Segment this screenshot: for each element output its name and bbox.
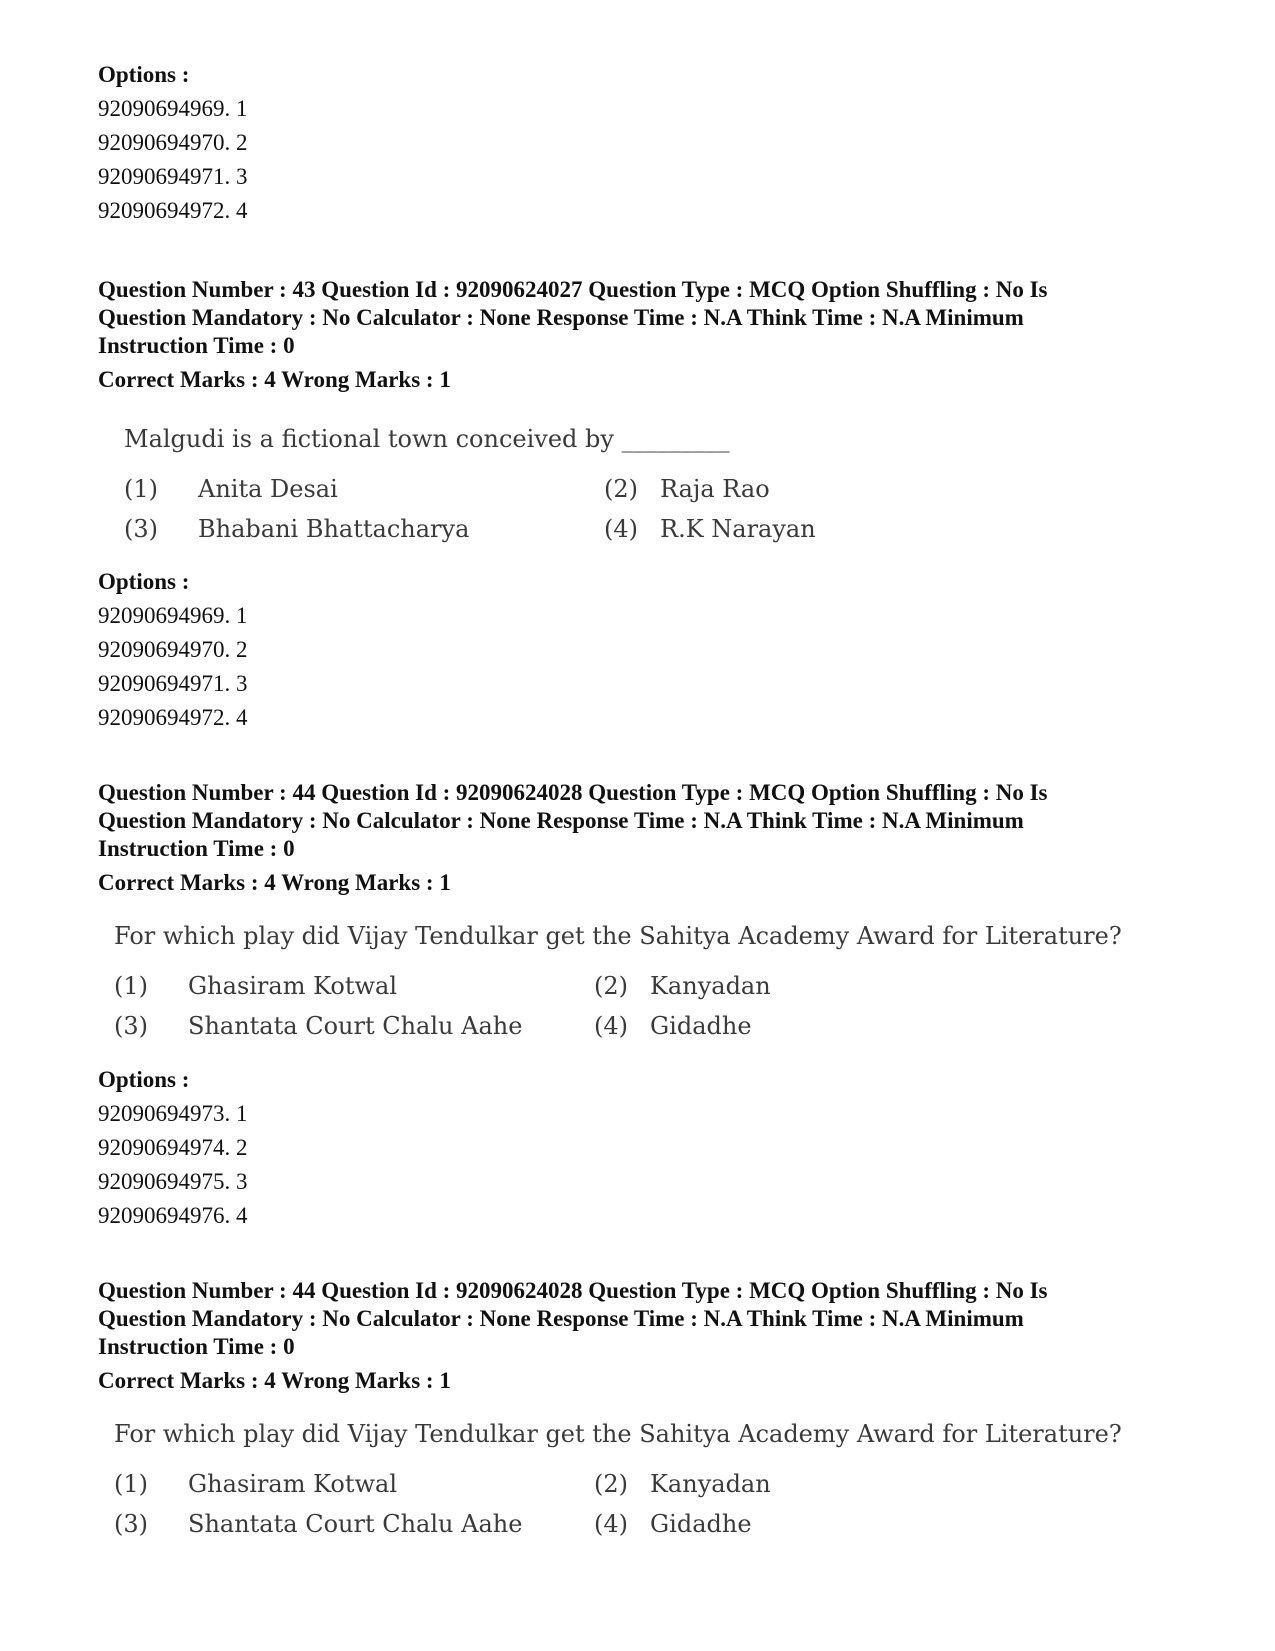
choice-2 [594, 1470, 771, 1498]
marks-line: Correct Marks : 4 Wrong Marks : 1 [98, 870, 451, 895]
options-label: Options : [98, 1067, 190, 1092]
question-header-line: Instruction Time : 0 [98, 333, 295, 358]
question-text: For which play did Vijay Tendulkar get the Sahitya Academy Award for Literature? [114, 1420, 1122, 1448]
question-header-line: Question Mandatory : No Calculator : None Response Time : N.A Think Time : N.A Minimum [98, 1306, 1024, 1331]
choice-number: (4) [594, 1510, 628, 1538]
question-header-line: Instruction Time : 0 [98, 1334, 295, 1359]
choice-number: (1) [114, 1470, 148, 1498]
option-item: 92090694973. 1 [98, 1101, 248, 1126]
choice-4 [594, 1510, 752, 1538]
choice-text: Shantata Court Chalu Aahe [188, 1012, 523, 1040]
options-block-44 [98, 1063, 248, 1233]
option-item: 92090694969. 1 [98, 96, 248, 121]
choice-text: Gidadhe [650, 1510, 752, 1538]
option-item: 92090694971. 3 [98, 164, 248, 189]
options-label: Options : [98, 569, 190, 594]
question-image-44 [114, 922, 1122, 1042]
choice-text: Anita Desai [198, 475, 338, 503]
question-header-line: Question Number : 44 Question Id : 92090624028 Question Type : MCQ Option Shuffling : No Is [98, 1278, 1048, 1303]
question-header-line: Instruction Time : 0 [98, 836, 295, 861]
choice-number: (2) [594, 972, 628, 1000]
question-header-44-repeat [98, 1277, 1178, 1395]
choice-3 [114, 1012, 523, 1040]
choice-number: (1) [124, 475, 158, 503]
choice-4 [604, 515, 816, 543]
options-block-0 [98, 58, 248, 228]
choice-number: (4) [594, 1012, 628, 1040]
choice-text: Kanyadan [650, 1470, 771, 1498]
choice-text: Ghasiram Kotwal [188, 1470, 398, 1498]
question-header-line: Question Number : 44 Question Id : 92090624028 Question Type : MCQ Option Shuffling : No Is [98, 780, 1048, 805]
choice-2 [604, 475, 770, 503]
choice-3 [114, 1510, 523, 1538]
question-header-line: Question Mandatory : No Calculator : None Response Time : N.A Think Time : N.A Minimum [98, 808, 1024, 833]
choice-4 [594, 1012, 752, 1040]
choice-text: Gidadhe [650, 1012, 752, 1040]
options-label: Options : [98, 62, 190, 87]
choice-text: R.K Narayan [660, 515, 816, 543]
choice-1 [114, 972, 398, 1000]
option-item: 92090694971. 3 [98, 671, 248, 696]
option-item: 92090694976. 4 [98, 1203, 248, 1228]
option-item: 92090694970. 2 [98, 130, 248, 155]
option-item: 92090694972. 4 [98, 198, 248, 223]
choice-number: (2) [594, 1470, 628, 1498]
choice-number: (2) [604, 475, 638, 503]
marks-line: Correct Marks : 4 Wrong Marks : 1 [98, 1368, 451, 1393]
question-image-44-repeat [114, 1420, 1122, 1540]
question-header-44 [98, 779, 1178, 897]
option-item: 92090694972. 4 [98, 705, 248, 730]
choice-3 [124, 515, 470, 543]
question-header-line: Question Number : 43 Question Id : 92090624027 Question Type : MCQ Option Shuffling : No Is [98, 277, 1048, 302]
choice-text: Shantata Court Chalu Aahe [188, 1510, 523, 1538]
options-block-43 [98, 565, 248, 735]
choice-number: (3) [114, 1510, 148, 1538]
question-text: Malgudi is a fictional town conceived by _________ [124, 425, 730, 453]
question-header-43 [98, 276, 1178, 394]
choice-text: Ghasiram Kotwal [188, 972, 398, 1000]
choice-number: (4) [604, 515, 638, 543]
choice-number: (1) [114, 972, 148, 1000]
option-item: 92090694969. 1 [98, 603, 248, 628]
choice-number: (3) [114, 1012, 148, 1040]
choice-1 [114, 1470, 398, 1498]
choice-number: (3) [124, 515, 158, 543]
question-text: For which play did Vijay Tendulkar get the Sahitya Academy Award for Literature? [114, 922, 1122, 950]
choice-text: Bhabani Bhattacharya [198, 515, 470, 543]
option-item: 92090694975. 3 [98, 1169, 248, 1194]
question-image-43 [124, 425, 844, 545]
choice-1 [124, 475, 338, 503]
question-header-line: Question Mandatory : No Calculator : None Response Time : N.A Think Time : N.A Minimum [98, 305, 1024, 330]
choice-2 [594, 972, 771, 1000]
marks-line: Correct Marks : 4 Wrong Marks : 1 [98, 367, 451, 392]
option-item: 92090694970. 2 [98, 637, 248, 662]
choice-text: Raja Rao [660, 475, 770, 503]
option-item: 92090694974. 2 [98, 1135, 248, 1160]
choice-text: Kanyadan [650, 972, 771, 1000]
